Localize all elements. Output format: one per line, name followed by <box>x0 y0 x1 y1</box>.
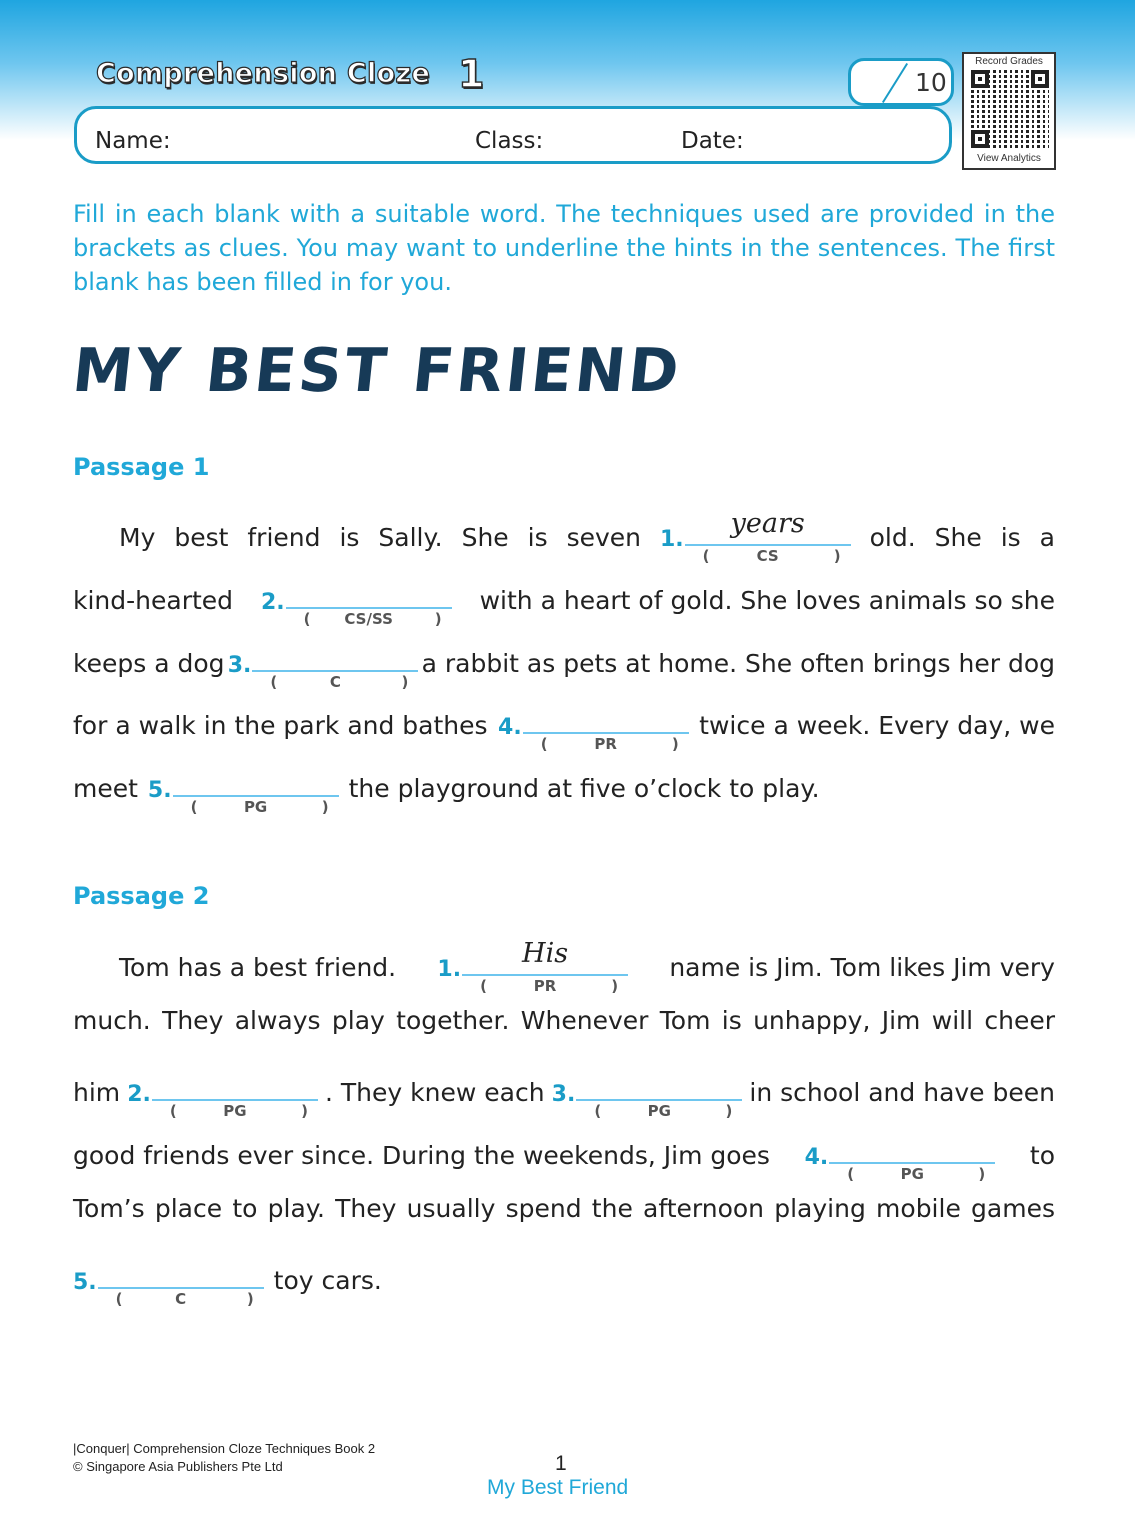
filled-answer: His <box>522 938 569 969</box>
blank-4[interactable] <box>498 702 689 753</box>
technique-hint: C <box>329 673 341 691</box>
word: She <box>461 523 509 552</box>
text-segment: . They knew each <box>325 1078 545 1107</box>
answer-line[interactable]: His ( PR ) <box>462 944 628 976</box>
blank-number: 2. <box>127 1082 151 1107</box>
page-number: 1 <box>555 1452 567 1475</box>
passage-1-line-2 <box>73 577 1055 628</box>
passage-2-line-2: much. They always play together. Whenever Tom is unhappy, Jim will cheer <box>73 1006 1055 1035</box>
passage-1-line-4 <box>73 702 1055 753</box>
answer-line[interactable]: ( PG ) <box>152 1069 318 1101</box>
word: friend <box>247 523 321 552</box>
qr-caption-top: Record Grades <box>975 56 1043 67</box>
blank-1[interactable] <box>659 508 851 565</box>
text-segment: keeps a dog <box>73 649 225 678</box>
qr-finder <box>971 130 989 148</box>
passage-2-line-4 <box>73 1132 1055 1183</box>
blank-number: 1. <box>659 527 684 552</box>
blank-5[interactable] <box>147 765 339 816</box>
passage-2-line-3 <box>73 1069 1055 1120</box>
footer-book-title: |Conquer| Comprehension Cloze Techniques Book 2 <box>73 1441 376 1456</box>
text-segment: meet <box>73 774 138 803</box>
answer-line[interactable]: ( PR ) <box>523 702 689 734</box>
answer-line[interactable]: ( PG ) <box>173 765 339 797</box>
text-segment: for a walk in the park and bathes <box>73 711 488 740</box>
text-segment: a rabbit as pets at home. She often brings her dog <box>421 649 1055 678</box>
blank-4[interactable] <box>804 1132 996 1183</box>
answer-line[interactable]: ( C ) <box>252 640 418 672</box>
word: a <box>1039 523 1055 552</box>
blank-number: 4. <box>804 1145 829 1170</box>
blank-number: 1. <box>437 957 462 982</box>
blank-number: 3. <box>227 653 252 678</box>
text-segment: name is Jim. Tom likes Jim very <box>669 953 1055 982</box>
word: Sally. <box>378 523 443 552</box>
word: best <box>174 523 229 552</box>
technique-hint: PG <box>223 1102 247 1120</box>
class-label: Class: <box>475 128 544 154</box>
instructions: Fill in each blank with a suitable word. The techniques used are provided in the brackets as clues. You may want to underline the hints in the sentences. The first blank has been filled in for you. <box>73 200 1055 296</box>
passage-1-line-3 <box>73 640 1055 691</box>
passage-1-line-5 <box>73 765 1055 816</box>
blank-number: 5. <box>147 778 172 803</box>
text-segment: Tom has a best friend. <box>119 953 397 982</box>
passage-1-heading: Passage 1 <box>73 453 210 481</box>
answer-line[interactable]: ( PG ) <box>829 1132 995 1164</box>
qr-finder <box>1031 70 1049 88</box>
text-segment: with a heart of gold. She loves animals so she <box>479 586 1055 615</box>
text-segment: the playground at five o’clock to play. <box>348 774 820 803</box>
blank-number: 2. <box>260 590 285 615</box>
word: is <box>527 523 548 552</box>
score-total: 10 <box>915 68 947 97</box>
filled-answer: years <box>730 508 805 539</box>
text-segment: him <box>73 1078 121 1107</box>
text-segment: twice a week. Every day, we <box>699 711 1055 740</box>
passage-2-line-1 <box>73 938 1055 995</box>
text-segment: good friends ever since. During the weekends, Jim goes <box>73 1141 770 1170</box>
text-segment: toy cars. <box>273 1266 382 1295</box>
passage-2-line-5: Tom’s place to play. They usually spend the afternoon playing mobile games <box>73 1194 1055 1223</box>
worksheet-title: Comprehension Cloze <box>96 58 431 89</box>
date-label: Date: <box>681 128 744 154</box>
qr-finder <box>971 70 989 88</box>
blank-3[interactable] <box>227 640 419 691</box>
name-label: Name: <box>95 128 171 154</box>
answer-line[interactable]: ( CS/SS ) <box>286 577 452 609</box>
technique-hint: C <box>175 1290 187 1308</box>
footer-copyright: © Singapore Asia Publishers Pte Ltd <box>73 1459 283 1474</box>
text-segment: in school and have been <box>749 1078 1055 1107</box>
passage-2-line-6 <box>73 1257 1055 1308</box>
blank-2[interactable] <box>260 577 452 628</box>
word: My <box>119 523 156 552</box>
worksheet-number: 1 <box>458 52 485 96</box>
qr-caption-bottom: View Analytics <box>977 153 1041 164</box>
blank-number: 4. <box>498 715 522 740</box>
blank-number: 3. <box>551 1082 576 1107</box>
blank-5[interactable] <box>73 1257 264 1308</box>
passage-1-line-1 <box>73 508 1055 565</box>
passage-2-heading: Passage 2 <box>73 882 210 910</box>
blank-1[interactable] <box>437 938 628 995</box>
answer-line[interactable]: years ( CS ) <box>685 514 851 546</box>
word: old. <box>869 523 916 552</box>
technique-hint: PR <box>594 735 617 753</box>
blank-number: 5. <box>73 1270 97 1295</box>
page-title: MY BEST FRIEND <box>69 336 685 406</box>
technique-hint: PG <box>647 1102 671 1120</box>
technique-hint: PG <box>900 1165 924 1183</box>
word: seven <box>566 523 642 552</box>
technique-hint: PG <box>243 798 268 816</box>
word: is <box>339 523 360 552</box>
technique-hint: CS/SS <box>344 610 393 628</box>
qr-code[interactable] <box>962 52 1056 170</box>
footer-page-title: My Best Friend <box>487 1476 629 1499</box>
answer-line[interactable]: ( PG ) <box>576 1069 742 1101</box>
word: is <box>1000 523 1021 552</box>
text-segment: kind-hearted <box>73 586 234 615</box>
blank-3[interactable] <box>551 1069 743 1120</box>
technique-hint: PR <box>533 977 557 995</box>
technique-hint: CS <box>756 547 779 565</box>
text-segment: to <box>1029 1141 1055 1170</box>
answer-line[interactable]: ( C ) <box>98 1257 264 1289</box>
word: She <box>934 523 982 552</box>
blank-2[interactable] <box>127 1069 318 1120</box>
